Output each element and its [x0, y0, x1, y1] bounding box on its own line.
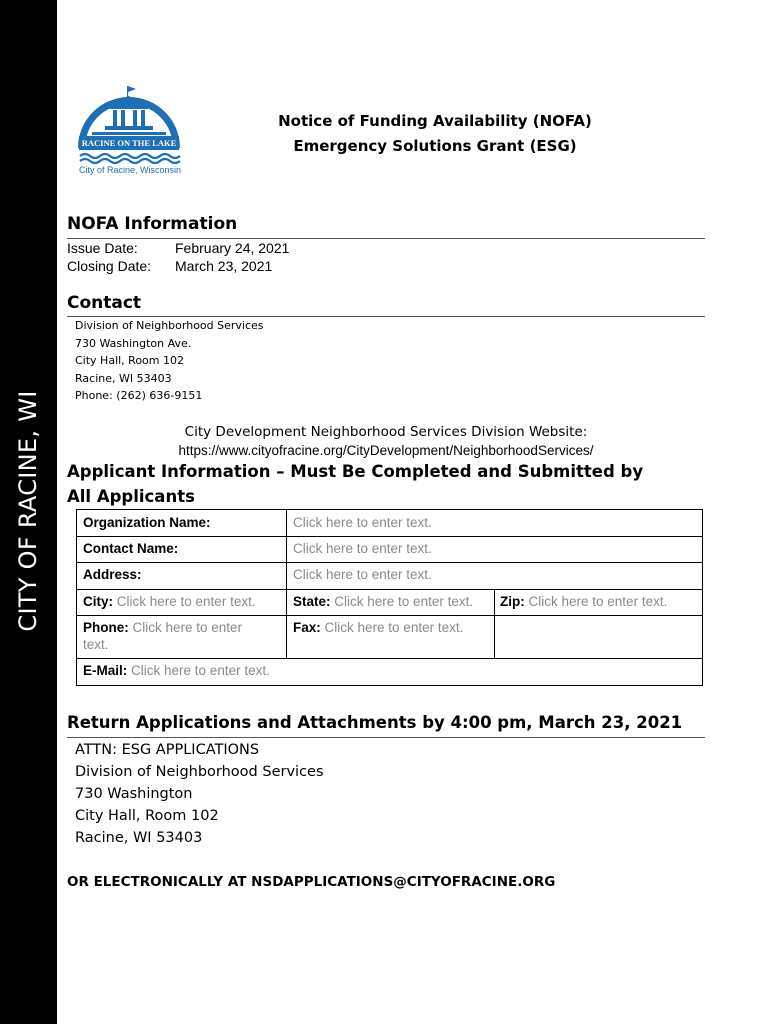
zip-cell: [495, 591, 702, 612]
contact-line: Racine, WI 53403: [75, 371, 172, 385]
return-heading: Return Applications and Attachments by 4:00 pm, March 23, 2021: [67, 713, 683, 732]
zip-field[interactable]: Click here to enter text.: [528, 594, 668, 609]
return-line: 730 Washington: [75, 786, 193, 802]
city-cell: [77, 591, 286, 612]
zip-label: Zip:: [500, 594, 525, 609]
contact-name-field[interactable]: Click here to enter text.: [293, 541, 432, 556]
logo-caption: City of Racine, Wisconsin: [78, 165, 182, 175]
issue-date-value: February 24, 2021: [175, 240, 290, 256]
return-line: ATTN: ESG APPLICATIONS: [75, 742, 260, 758]
closing-date-row: [67, 257, 272, 275]
contact-name-label: Contact Name:: [83, 541, 179, 556]
applicant-heading: Applicant Information – Must Be Completed and Submitted by All Applicants: [67, 462, 644, 506]
return-line: Racine, WI 53403: [75, 830, 203, 846]
applicant-form-table: [76, 509, 703, 686]
email-field[interactable]: Click here to enter text.: [131, 663, 270, 678]
phone-label: Phone:: [83, 620, 129, 635]
phone-cell: [77, 617, 277, 655]
organization-name-field[interactable]: Click here to enter text.: [293, 515, 432, 530]
issue-date-label: Issue Date:: [67, 240, 138, 256]
return-line: City Hall, Room 102: [75, 808, 219, 824]
title-line-1: Notice of Funding Availability (NOFA): [278, 112, 592, 130]
contact-heading: Contact: [67, 293, 142, 313]
closing-date-value: March 23, 2021: [175, 258, 273, 274]
sidebar: [0, 0, 57, 1024]
contact-address-block: [75, 317, 264, 405]
title-line-2: Emergency Solutions Grant (ESG): [293, 137, 577, 155]
return-line: Division of Neighborhood Services: [75, 764, 324, 780]
city-label: City:: [83, 594, 113, 609]
fax-label: Fax:: [293, 620, 321, 635]
state-label: State:: [293, 594, 331, 609]
fax-field[interactable]: Click here to enter text.: [324, 620, 464, 635]
return-address-block: [75, 739, 324, 849]
issue-date-row: [67, 239, 289, 257]
closing-date-label: Closing Date:: [67, 258, 152, 274]
address-label: Address:: [83, 567, 142, 582]
email-cell: [77, 660, 702, 681]
logo-banner-text: RACINE ON THE LAKE: [81, 138, 177, 148]
contact-line: City Hall, Room 102: [75, 354, 184, 367]
website-link[interactable]: https://www.cityofracine.org/CityDevelopment/NeighborhoodServices/: [178, 443, 594, 458]
state-field[interactable]: Click here to enter text.: [334, 594, 474, 609]
phone-field[interactable]: Click here to enter text.: [83, 620, 243, 652]
fax-cell: [287, 617, 494, 638]
website-label: City Development Neighborhood Services Division Website:: [184, 424, 588, 440]
document-title: [265, 109, 605, 159]
state-cell: [287, 591, 494, 612]
contact-line: Division of Neighborhood Services: [75, 319, 264, 332]
return-divider: [67, 737, 705, 738]
contact-phone: Phone: (262) 636-9151: [75, 389, 203, 402]
electronic-submission-note: OR ELECTRONICALLY AT NSDAPPLICATIONS@CITYOFRACINE.ORG: [67, 874, 556, 890]
city-field[interactable]: Click here to enter text.: [116, 594, 256, 609]
sidebar-city-name: CITY OF RACINE, WI: [14, 390, 42, 632]
address-field[interactable]: Click here to enter text.: [293, 567, 432, 582]
nofa-heading: NOFA Information: [67, 214, 238, 234]
contact-line: 730 Washington Ave.: [75, 336, 192, 350]
email-label: E-Mail:: [83, 663, 128, 678]
organization-name-label: Organization Name:: [83, 515, 211, 530]
